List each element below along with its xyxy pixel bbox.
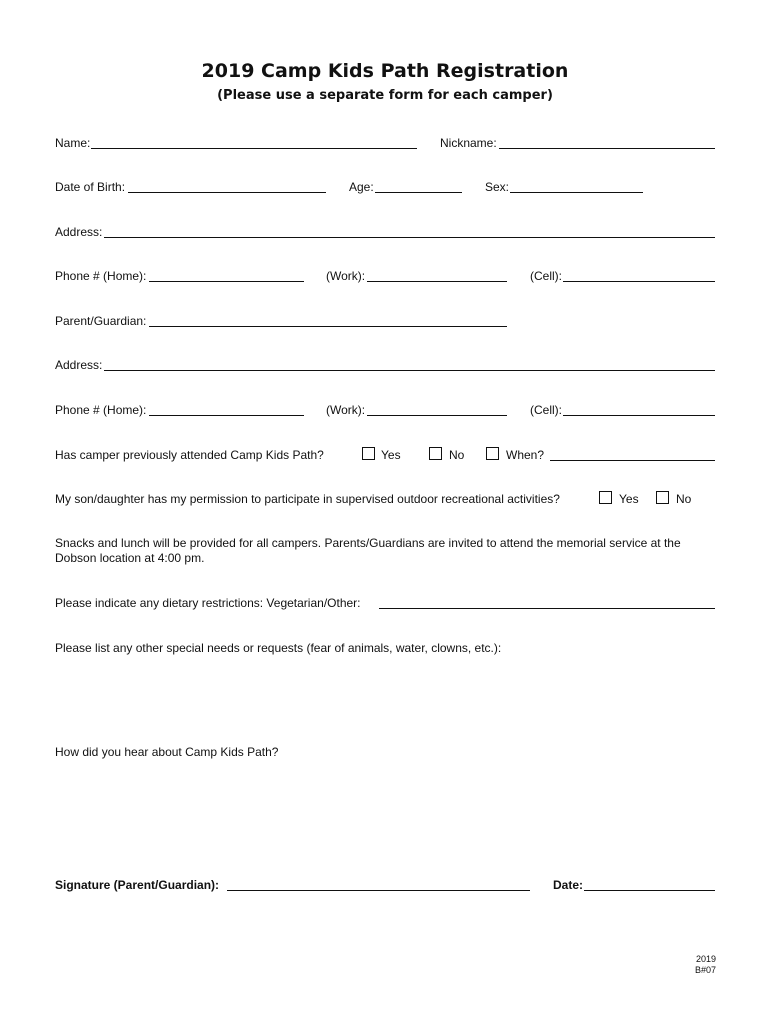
hear-about-label: How did you hear about Camp Kids Path?	[55, 745, 279, 759]
name-field[interactable]	[91, 135, 417, 149]
nickname-label: Nickname:	[440, 136, 497, 150]
hear-about-area[interactable]	[55, 765, 715, 860]
sex-field[interactable]	[510, 179, 643, 193]
camper-phone-home-field[interactable]	[149, 268, 304, 282]
special-needs-label: Please list any other special needs or requests (fear of animals, water, clowns, etc.):	[55, 641, 502, 655]
attended-no-label: No	[449, 448, 465, 462]
attended-yes-label: Yes	[381, 448, 401, 462]
guardian-field[interactable]	[149, 313, 507, 327]
guardian-phone-work-label: (Work):	[326, 403, 366, 417]
guardian-address-label: Address:	[55, 358, 103, 372]
attended-when-field[interactable]	[550, 447, 715, 461]
dietary-label: Please indicate any dietary restrictions: Vegetarian/Other:	[55, 596, 361, 610]
camper-phone-cell-label: (Cell):	[530, 269, 562, 283]
guardian-phone-cell-field[interactable]	[563, 402, 715, 416]
guardian-phone-cell-label: (Cell):	[530, 403, 562, 417]
attended-no-checkbox[interactable]	[429, 447, 442, 460]
dob-label: Date of Birth:	[55, 180, 126, 194]
form-subtitle: (Please use a separate form for each camper)	[217, 88, 553, 103]
signature-date-label: Date:	[553, 878, 584, 892]
guardian-label: Parent/Guardian:	[55, 314, 147, 328]
camper-address-field[interactable]	[104, 224, 715, 238]
camper-phone-cell-field[interactable]	[563, 268, 715, 282]
camper-phone-home-label: Phone # (Home):	[55, 269, 147, 283]
guardian-phone-home-field[interactable]	[149, 402, 304, 416]
dietary-field[interactable]	[379, 595, 715, 609]
footer-year: 2019	[695, 954, 716, 964]
camper-phone-work-field[interactable]	[367, 268, 507, 282]
signature-label: Signature (Parent/Guardian):	[55, 878, 220, 892]
nickname-field[interactable]	[499, 135, 715, 149]
special-needs-area[interactable]	[55, 660, 715, 730]
permission-yes-checkbox[interactable]	[599, 491, 612, 504]
attended-when-checkbox[interactable]	[486, 447, 499, 460]
permission-question: My son/daughter has my permission to participate in supervised outdoor recreational activities?	[55, 492, 560, 506]
guardian-phone-work-field[interactable]	[367, 402, 507, 416]
guardian-address-field[interactable]	[104, 357, 715, 371]
attended-when-label: When?	[506, 448, 545, 462]
permission-no-checkbox[interactable]	[656, 491, 669, 504]
signature-date-field[interactable]	[584, 877, 715, 891]
permission-no-label: No	[676, 492, 692, 506]
sex-label: Sex:	[485, 180, 510, 194]
signature-field[interactable]	[227, 877, 530, 891]
form-title: 2019 Camp Kids Path Registration	[201, 60, 569, 82]
name-label: Name:	[55, 136, 91, 150]
age-field[interactable]	[375, 179, 462, 193]
attended-question: Has camper previously attended Camp Kids Path?	[55, 448, 324, 462]
dob-field[interactable]	[128, 179, 326, 193]
attended-yes-checkbox[interactable]	[362, 447, 375, 460]
snacks-notice: Snacks and lunch will be provided for all campers. Parents/Guardians are invited to attend the memorial service at the Dobson location at 4:00 pm.	[55, 536, 681, 565]
camper-phone-work-label: (Work):	[326, 269, 366, 283]
permission-yes-label: Yes	[619, 492, 639, 506]
age-label: Age:	[349, 180, 374, 194]
camper-address-label: Address:	[55, 225, 103, 239]
footer-code: B#07	[694, 965, 716, 975]
guardian-phone-home-label: Phone # (Home):	[55, 403, 147, 417]
